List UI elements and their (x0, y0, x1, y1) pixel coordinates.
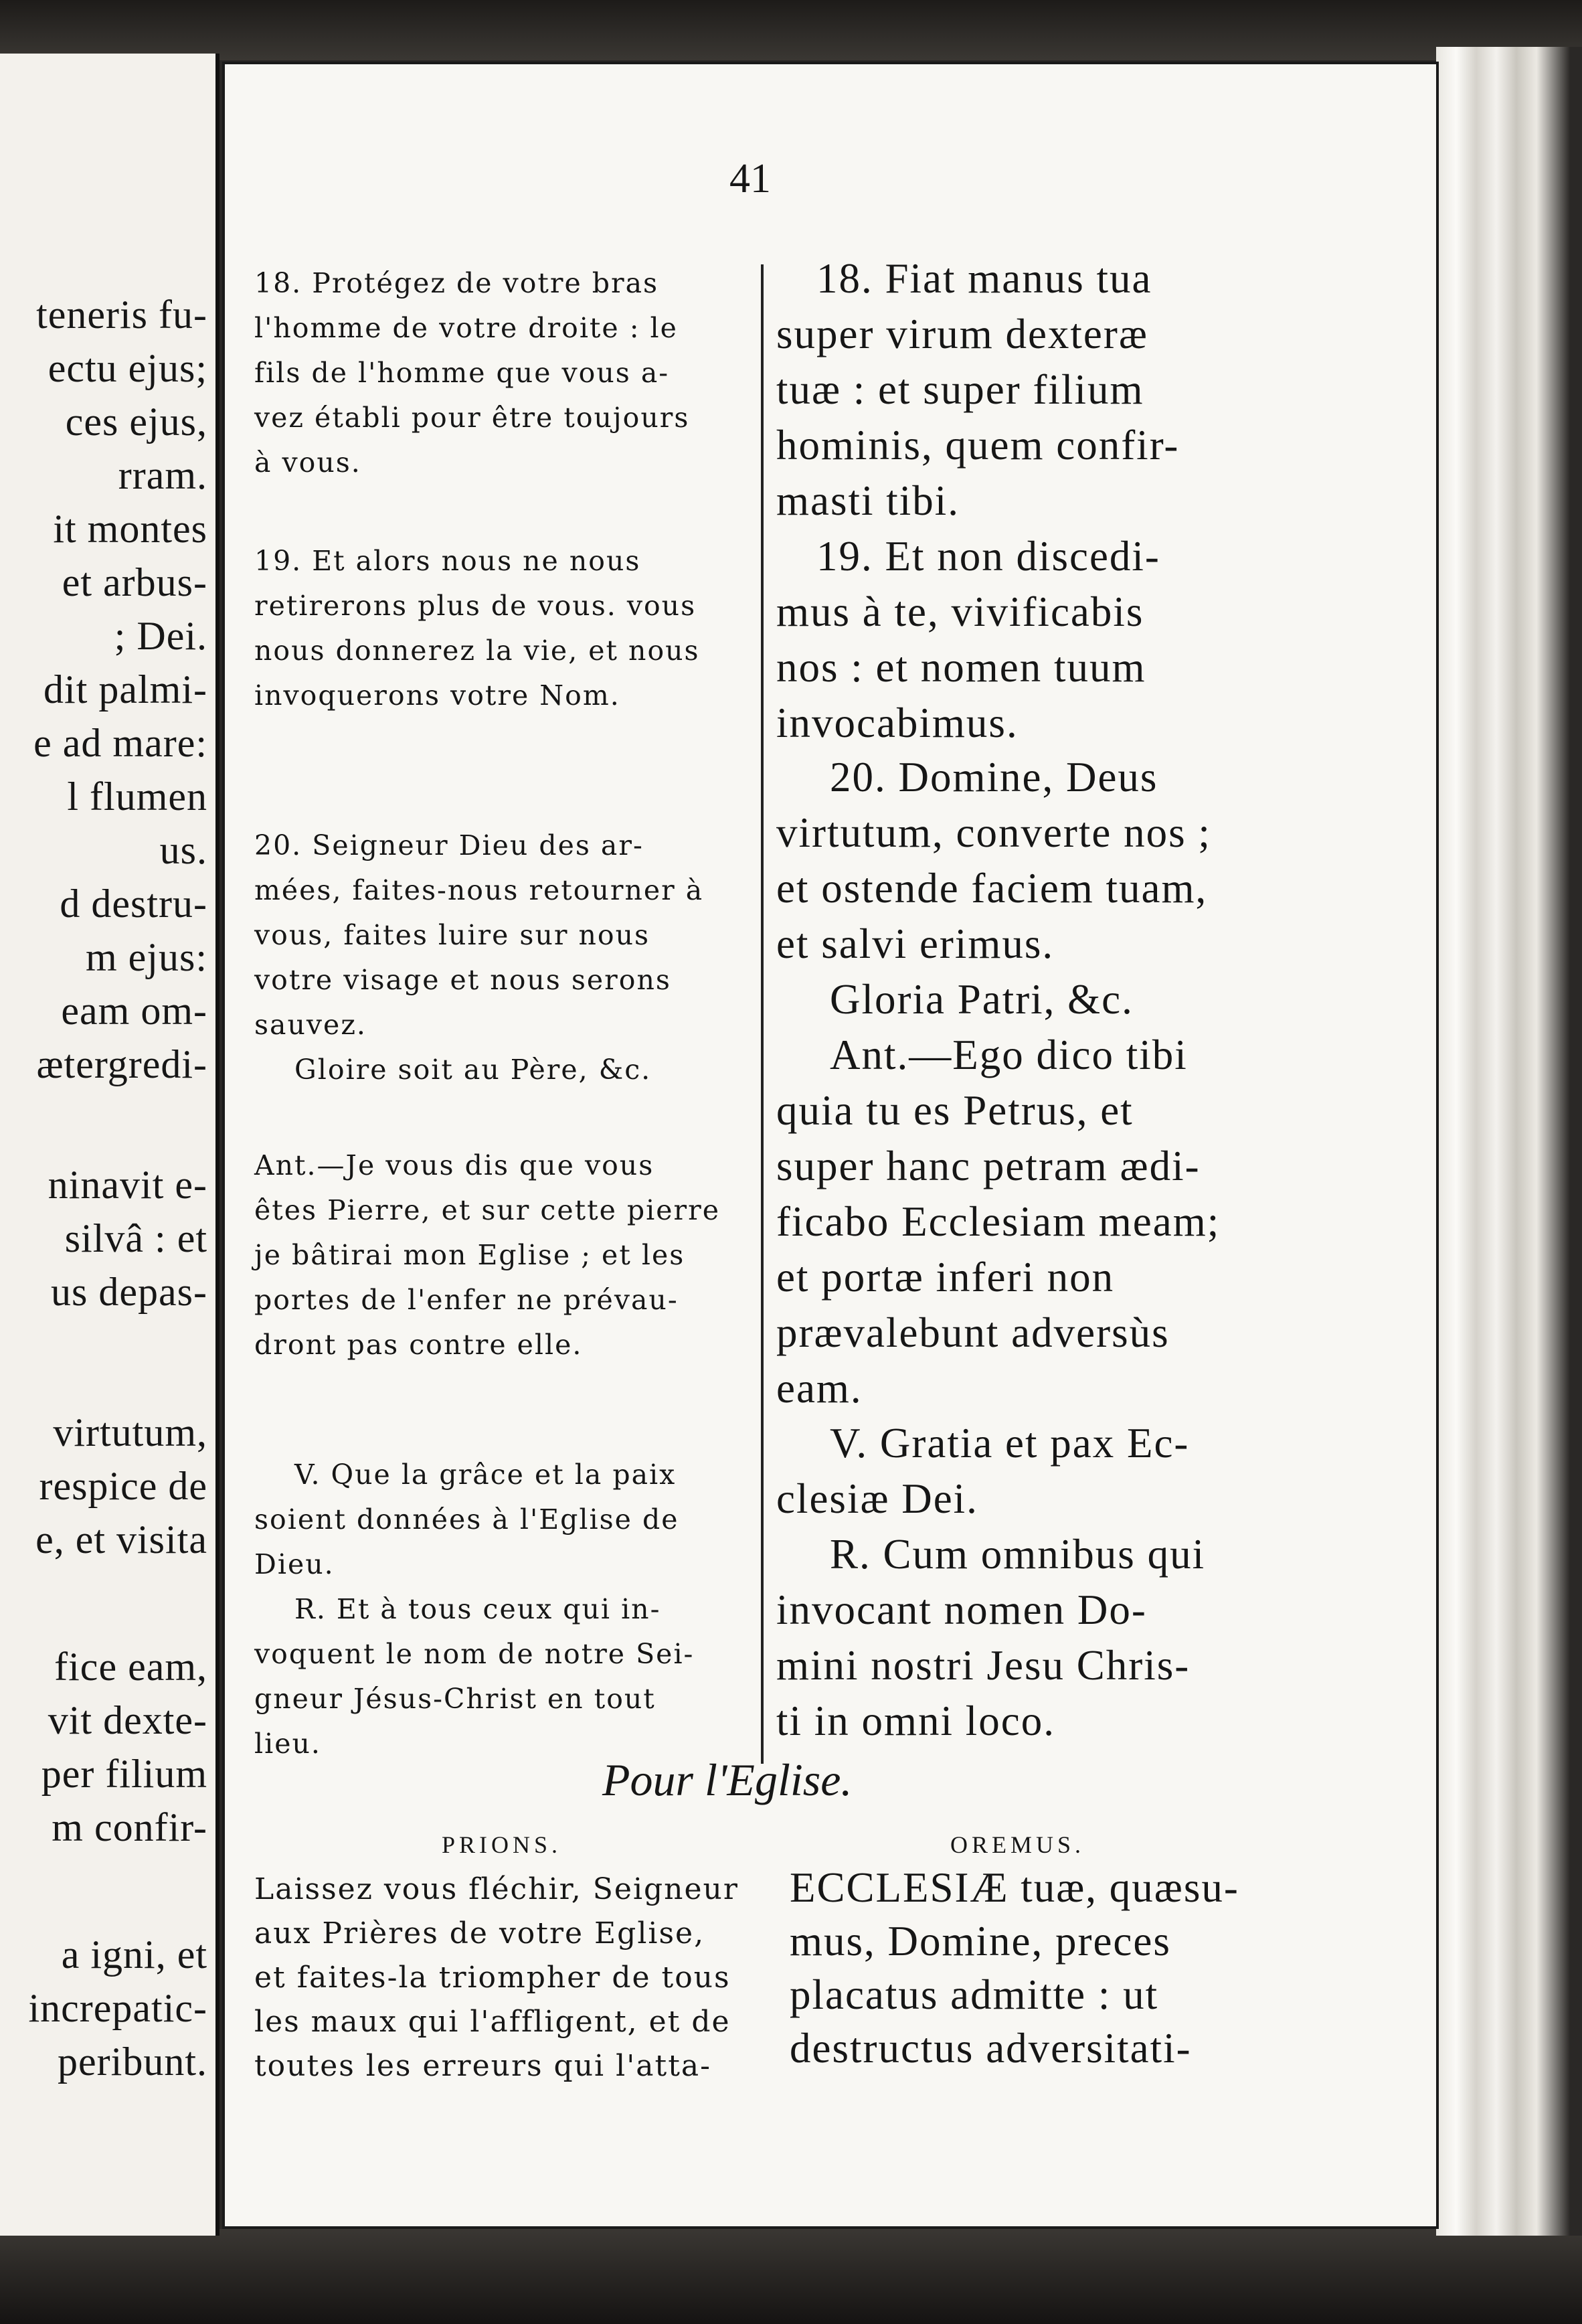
left-line: ætergredi- (36, 1042, 207, 1086)
text-line: super virum dexteræ (776, 311, 1148, 357)
text-line: Ant.—Je vous dis que vous (254, 1149, 654, 1181)
text-line: invoquerons votre Nom. (254, 679, 620, 712)
scan-top-edge (0, 0, 1582, 60)
text-line: invocabimus. (776, 699, 1019, 746)
left-page (0, 54, 219, 2236)
left-line: a igni, et (61, 1932, 207, 1977)
text-line: nous donnerez la vie, et nous (254, 635, 700, 667)
latin-verse-18 (776, 251, 1305, 529)
text-line: toutes les erreurs qui l'atta- (254, 2049, 711, 2083)
page-number: 41 (729, 156, 771, 201)
scan-bottom-edge (0, 2229, 1582, 2324)
text-line: V. Que la grâce et la paix (294, 1459, 677, 1491)
text-line: les maux qui l'affligent, et de (254, 2005, 731, 2039)
left-line: eam om- (61, 989, 207, 1033)
gloria-fr: Gloire soit au Père, &c. (294, 1054, 652, 1086)
gloria-la: Gloria Patri, &c. (830, 976, 1134, 1023)
left-line: l flumen (67, 774, 207, 819)
text-line: êtes Pierre, et sur cette pierre (254, 1194, 720, 1226)
french-verse-18 (254, 261, 756, 485)
latin-prayer (790, 1861, 1312, 2075)
text-line: tuæ : et super filium (776, 366, 1144, 413)
french-verse-19 (254, 539, 756, 718)
text-line: placatus admitte : ut (790, 1971, 1159, 2018)
text-line: quia tu es Petrus, et (776, 1087, 1134, 1134)
text-line: R. Et à tous ceux qui in- (294, 1593, 661, 1625)
left-line: ectu ejus; (48, 346, 207, 390)
text-line: Ant.—Ego dico tibi (830, 1031, 1188, 1078)
page-edges (1436, 47, 1582, 2236)
text-line: lieu. (254, 1728, 321, 1760)
text-line: aux Prières de votre Eglise, (254, 1916, 705, 1950)
text-line: mus, Domine, preces (790, 1918, 1171, 1965)
french-verse-20 (254, 823, 756, 1092)
text-line: masti tibi. (776, 477, 960, 524)
text-line: et faites-la triompher de tous (254, 1961, 731, 1995)
text-line: eam. (776, 1365, 863, 1412)
left-line: m confir- (52, 1805, 207, 1849)
text-line: et salvi erimus. (776, 920, 1055, 967)
text-line: 19. Et alors nous ne nous (254, 545, 641, 577)
text-line: nos : et nomen tuum (776, 644, 1146, 691)
latin-versicle (776, 1416, 1305, 1749)
left-line: e ad mare: (33, 721, 207, 765)
left-line: ces ejus, (65, 400, 207, 444)
text-line: 18. Protégez de votre bras (254, 267, 659, 299)
left-line: ninavit e- (48, 1163, 207, 1207)
text-line: destructus adversitati- (790, 2025, 1192, 2072)
left-line: virtutum, (53, 1410, 207, 1455)
text-line: ficabo Ecclesiam meam; (776, 1198, 1221, 1245)
text-line: fils de l'homme que vous a- (254, 357, 670, 389)
text-line: je bâtirai mon Eglise ; et les (254, 1239, 685, 1271)
text-line: et ostende faciem tuam, (776, 865, 1208, 912)
left-line: it montes (53, 507, 207, 551)
text-line: prævalebunt adversùs (776, 1309, 1170, 1356)
left-line: silvâ : et (64, 1216, 207, 1260)
left-line: vit dexte- (48, 1698, 207, 1742)
text-line: sauvez. (254, 1009, 367, 1041)
text-line: portes de l'enfer ne prévau- (254, 1284, 679, 1316)
text-line: retirerons plus de vous. vous (254, 590, 697, 622)
text-line: ECCLESIÆ tuæ, quæsu- (790, 1864, 1239, 1911)
french-prayer (254, 1868, 776, 2088)
latin-verse-20 (776, 750, 1305, 1027)
left-line: respice de (39, 1464, 207, 1508)
text-line: l'homme de votre droite : le (254, 312, 678, 344)
left-line: increpatic- (28, 1986, 207, 2030)
text-line: super hanc petram ædi- (776, 1143, 1201, 1189)
text-line: dront pas contre elle. (254, 1329, 583, 1361)
text-line: soient données à l'Eglise de (254, 1503, 679, 1536)
text-line: mini nostri Jesu Chris- (776, 1642, 1191, 1689)
text-line: ti in omni loco. (776, 1697, 1055, 1744)
left-line: dit palmi- (43, 667, 207, 712)
text-line: gneur Jésus-Christ en tout (254, 1683, 656, 1715)
left-line: ; Dei. (114, 614, 207, 658)
left-line: us depas- (51, 1270, 207, 1314)
text-line: V. Gratia et pax Ec- (830, 1420, 1190, 1467)
left-line: teneris fu- (36, 293, 207, 337)
text-line: Laissez vous fléchir, Seigneur (254, 1872, 739, 1906)
text-line: 19. Et non discedi- (816, 533, 1160, 580)
text-line: 18. Fiat manus tua (816, 255, 1152, 302)
left-line: m ejus: (86, 935, 207, 979)
left-line: fice eam, (54, 1645, 207, 1689)
text-line: 20. Domine, Deus (830, 754, 1158, 801)
latin-verse-19 (776, 529, 1305, 751)
left-line: per filium (41, 1752, 207, 1796)
text-line: Dieu. (254, 1548, 335, 1580)
left-line: d destru- (60, 882, 207, 926)
french-antiphon (254, 1143, 756, 1367)
text-line: vez établi pour être toujours (254, 402, 690, 434)
text-line: vous, faites luire sur nous (254, 919, 650, 951)
prayer-heading-fr: PRIONS. (442, 1831, 562, 1858)
latin-antiphon (776, 1027, 1305, 1416)
text-line: mées, faites-nous retourner à (254, 874, 704, 906)
text-line: 20. Seigneur Dieu des ar- (254, 829, 644, 861)
text-line: et portæ inferi non (776, 1254, 1115, 1301)
text-line: hominis, quem confir- (776, 422, 1180, 469)
text-line: à vous. (254, 446, 361, 479)
prayer-heading-la: OREMUS. (950, 1831, 1085, 1858)
text-line: clesiæ Dei. (776, 1475, 978, 1522)
text-line: R. Cum omnibus qui (830, 1531, 1206, 1578)
section-title: Pour l'Eglise. (602, 1754, 853, 1805)
left-line: us. (159, 828, 207, 872)
left-line: et arbus- (62, 560, 207, 604)
left-line: rram. (118, 453, 207, 497)
french-versicle (254, 1452, 756, 1766)
column-divider (761, 264, 764, 1764)
text-line: mus à te, vivificabis (776, 588, 1144, 635)
left-line: peribunt. (58, 2040, 207, 2084)
text-line: invocant nomen Do- (776, 1586, 1147, 1633)
text-line: votre visage et nous serons (254, 964, 671, 996)
text-line: voquent le nom de notre Sei- (254, 1638, 695, 1670)
left-line: e, et visita (35, 1517, 207, 1562)
text-line: virtutum, converte nos ; (776, 809, 1211, 856)
